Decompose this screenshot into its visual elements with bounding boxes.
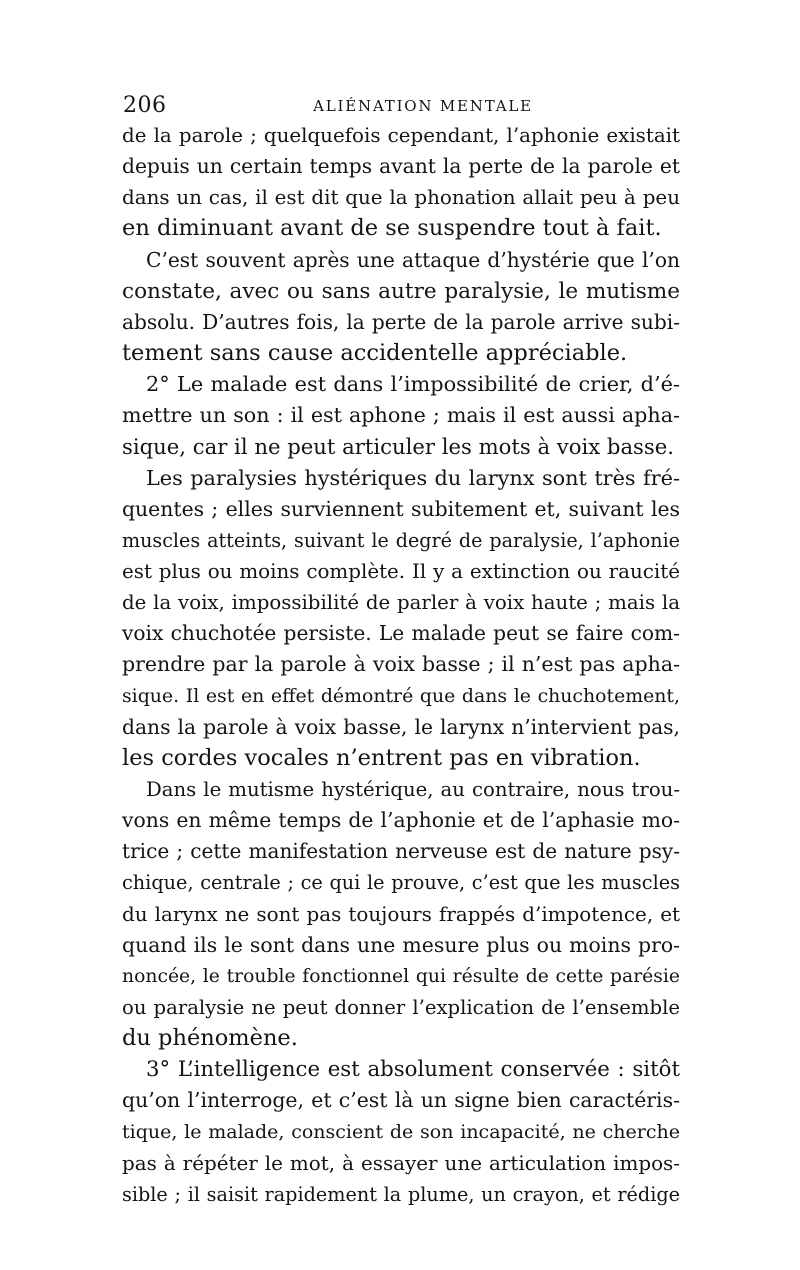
text-line: Les paralysies hystériques du larynx sont très fré- [146,465,680,490]
text-line: depuis un certain temps avant la perte de la parole et [122,154,680,179]
text-line: absolu. D’autres fois, la perte de la parole arrive subi- [122,309,680,334]
text-line: constate, avec ou sans autre paralysie, le mutisme [122,278,680,304]
text-line: du larynx ne sont pas toujours frappés d’impotence, et [122,902,680,926]
text-line: 3° L’intelligence est absolument conservée : sitôt [146,1057,680,1083]
text-line: dans un cas, il est dit que la phonation allait peu à peu [122,186,680,210]
text-line: du phénomène. [122,1025,298,1052]
text-line: tique, le malade, conscient de son incapacité, ne cherche [122,1120,680,1143]
text-line: mettre un son : il est aphone ; mais il est aussi apha- [122,403,680,428]
running-head: ALIÉNATION MENTALE [313,97,533,115]
page-header [123,92,680,120]
text-line: voix chuchotée persiste. Le malade peut se faire com- [122,621,680,646]
page-number: 206 [123,93,167,118]
text-line: quentes ; elles surviennent subitement et, suivant les [122,496,680,521]
text-line: est plus ou moins complète. Il y a extinction ou raucité [122,559,680,583]
body-text [122,120,680,1210]
text-line: les cordes vocales n’entrent pas en vibration. [122,744,641,771]
text-line: Dans le mutisme hystérique, au contraire, nous trou- [146,777,680,801]
text-line: de la voix, impossibilité de parler à voix haute ; mais la [122,591,680,615]
text-line: chique, centrale ; ce qui le prouve, c’est que les muscles [122,871,680,895]
text-line: vons en même temps de l’aphonie et de l’aphasie mo- [122,808,680,833]
text-line: en diminuant avant de se suspendre tout à fait. [122,215,662,242]
text-line: ou paralysie ne peut donner l’explication de l’ensemble [122,995,680,1019]
text-line: qu’on l’interroge, et c’est là un signe bien caractéris- [122,1088,680,1113]
text-line: prendre par la parole à voix basse ; il n’est pas apha- [122,652,680,677]
text-line: tement sans cause accidentelle appréciable. [122,339,628,366]
text-line: muscles atteints, suivant le degré de paralysie, l’aphonie [122,528,680,552]
text-line: 2° Le malade est dans l’impossibilité de crier, d’é- [146,372,680,397]
text-line: pas à répéter le mot, à essayer une articulation impos- [122,1151,680,1175]
text-line: quand ils le sont dans une mesure plus ou moins pro- [122,932,680,957]
text-line: trice ; cette manifestation nerveuse est de nature psy- [122,839,680,864]
text-line: sique, car il ne peut articuler les mots à voix basse. [122,434,675,460]
text-line: C’est souvent après une attaque d’hystérie que l’on [146,247,680,272]
text-line: noncée, le trouble fonctionnel qui résulte de cette parésie [122,965,680,987]
text-line: sible ; il saisit rapidement la plume, un crayon, et rédige [122,1182,680,1206]
text-line: dans la parole à voix basse, le larynx n’intervient pas, [122,714,680,739]
text-line: sique. Il est en effet démontré que dans le chuchotement, [122,684,680,707]
text-line: de la parole ; quelquefois cependant, l’aphonie existait [122,124,680,147]
